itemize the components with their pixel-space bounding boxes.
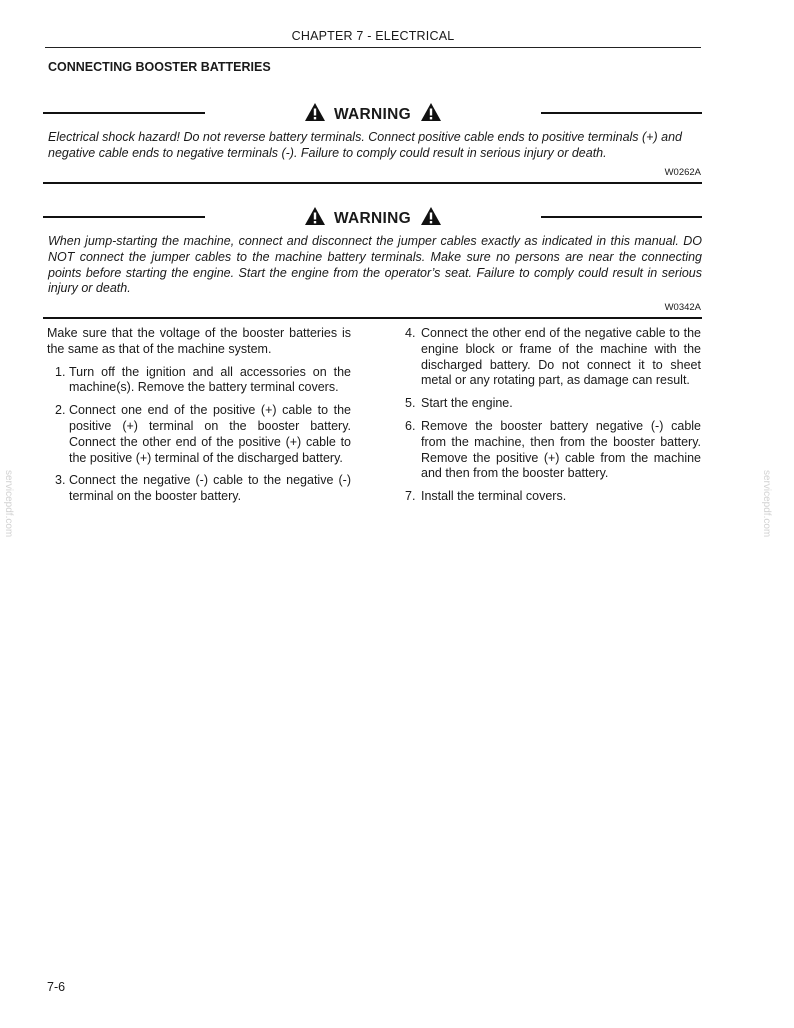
warning-triangle-icon — [420, 102, 442, 122]
step-number: 7. — [405, 489, 416, 504]
watermark-left: servicepdf.com — [3, 470, 14, 538]
intro-paragraph: Make sure that the voltage of the booster batteries is the same as that of the machine system. — [47, 326, 351, 356]
section-title: CONNECTING BOOSTER BATTERIES — [48, 60, 271, 74]
step-text: Connect one end of the positive (+) cable to the positive (+) terminal on the booster battery. Connect the other end of the positive (+) cable to the positive (+) terminal of the discharged battery. — [69, 403, 351, 465]
step-number: 5. — [405, 396, 416, 411]
warning-1-bottom-rule — [43, 182, 702, 184]
instructions-left-column — [47, 326, 351, 512]
warning-triangle-icon — [304, 206, 326, 226]
step-item — [47, 365, 351, 397]
warning-2-label: WARNING — [333, 210, 411, 227]
step-item — [399, 419, 701, 482]
step-text: Connect the other end of the negative cable to the engine block or frame of the machine with the discharged battery. Do not connect it to sheet metal or any rotating part, as damage can result. — [421, 326, 701, 388]
chapter-header: CHAPTER 7 - ELECTRICAL — [291, 29, 455, 43]
step-item — [399, 396, 701, 412]
step-text: Connect the negative (-) cable to the negative (-) terminal on the booster battery. — [69, 473, 351, 504]
warning-2-bottom-rule — [43, 317, 702, 319]
step-item — [399, 326, 701, 389]
warning-2-heading — [0, 206, 746, 228]
step-number: 1. — [55, 364, 66, 379]
warning-triangle-icon — [420, 206, 442, 226]
warning-2-code: W0342A — [664, 302, 701, 313]
step-number: 4. — [405, 326, 416, 340]
step-text: Turn off the ignition and all accessories on the machine(s). Remove the battery terminal covers. — [69, 364, 351, 395]
step-item — [47, 403, 351, 466]
step-text: Remove the booster battery negative (-) cable from the machine, then from the booster battery. Remove the positive (+) cable from the machine and then from the booster battery. — [421, 418, 701, 481]
header-rule — [45, 47, 701, 48]
warning-1-heading — [0, 102, 746, 124]
watermark-right: servicepdf.com — [761, 470, 772, 538]
warning-2-text: When jump-starting the machine, connect and disconnect the jumper cables exactly as indicated in this manual. DO NOT connect the jumper cables to the machine battery terminals. Make sure no persons are near the connecting points before starting the engine. Start the engine from the operator’s seat. Failure to comply could result in serious injury or death. — [48, 234, 702, 296]
step-item — [399, 489, 701, 505]
step-number: 6. — [405, 418, 416, 433]
step-number: 3. — [55, 473, 66, 488]
warning-triangle-icon — [304, 102, 326, 122]
warning-1-text: Electrical shock hazard! Do not reverse battery terminals. Connect positive cable ends to positive terminals (+) and negative cable ends to negative terminals (-). Failure to comply could result in serious injury or death. — [48, 130, 682, 160]
warning-1-label: WARNING — [333, 106, 411, 123]
step-text: Start the engine. — [421, 396, 513, 411]
step-text: Install the terminal covers. — [421, 489, 567, 504]
instructions-right-column — [399, 326, 701, 512]
warning-1-code: W0262A — [664, 167, 701, 178]
step-number: 2. — [55, 403, 66, 418]
page-number: 7-6 — [47, 980, 66, 994]
step-item — [47, 473, 351, 505]
